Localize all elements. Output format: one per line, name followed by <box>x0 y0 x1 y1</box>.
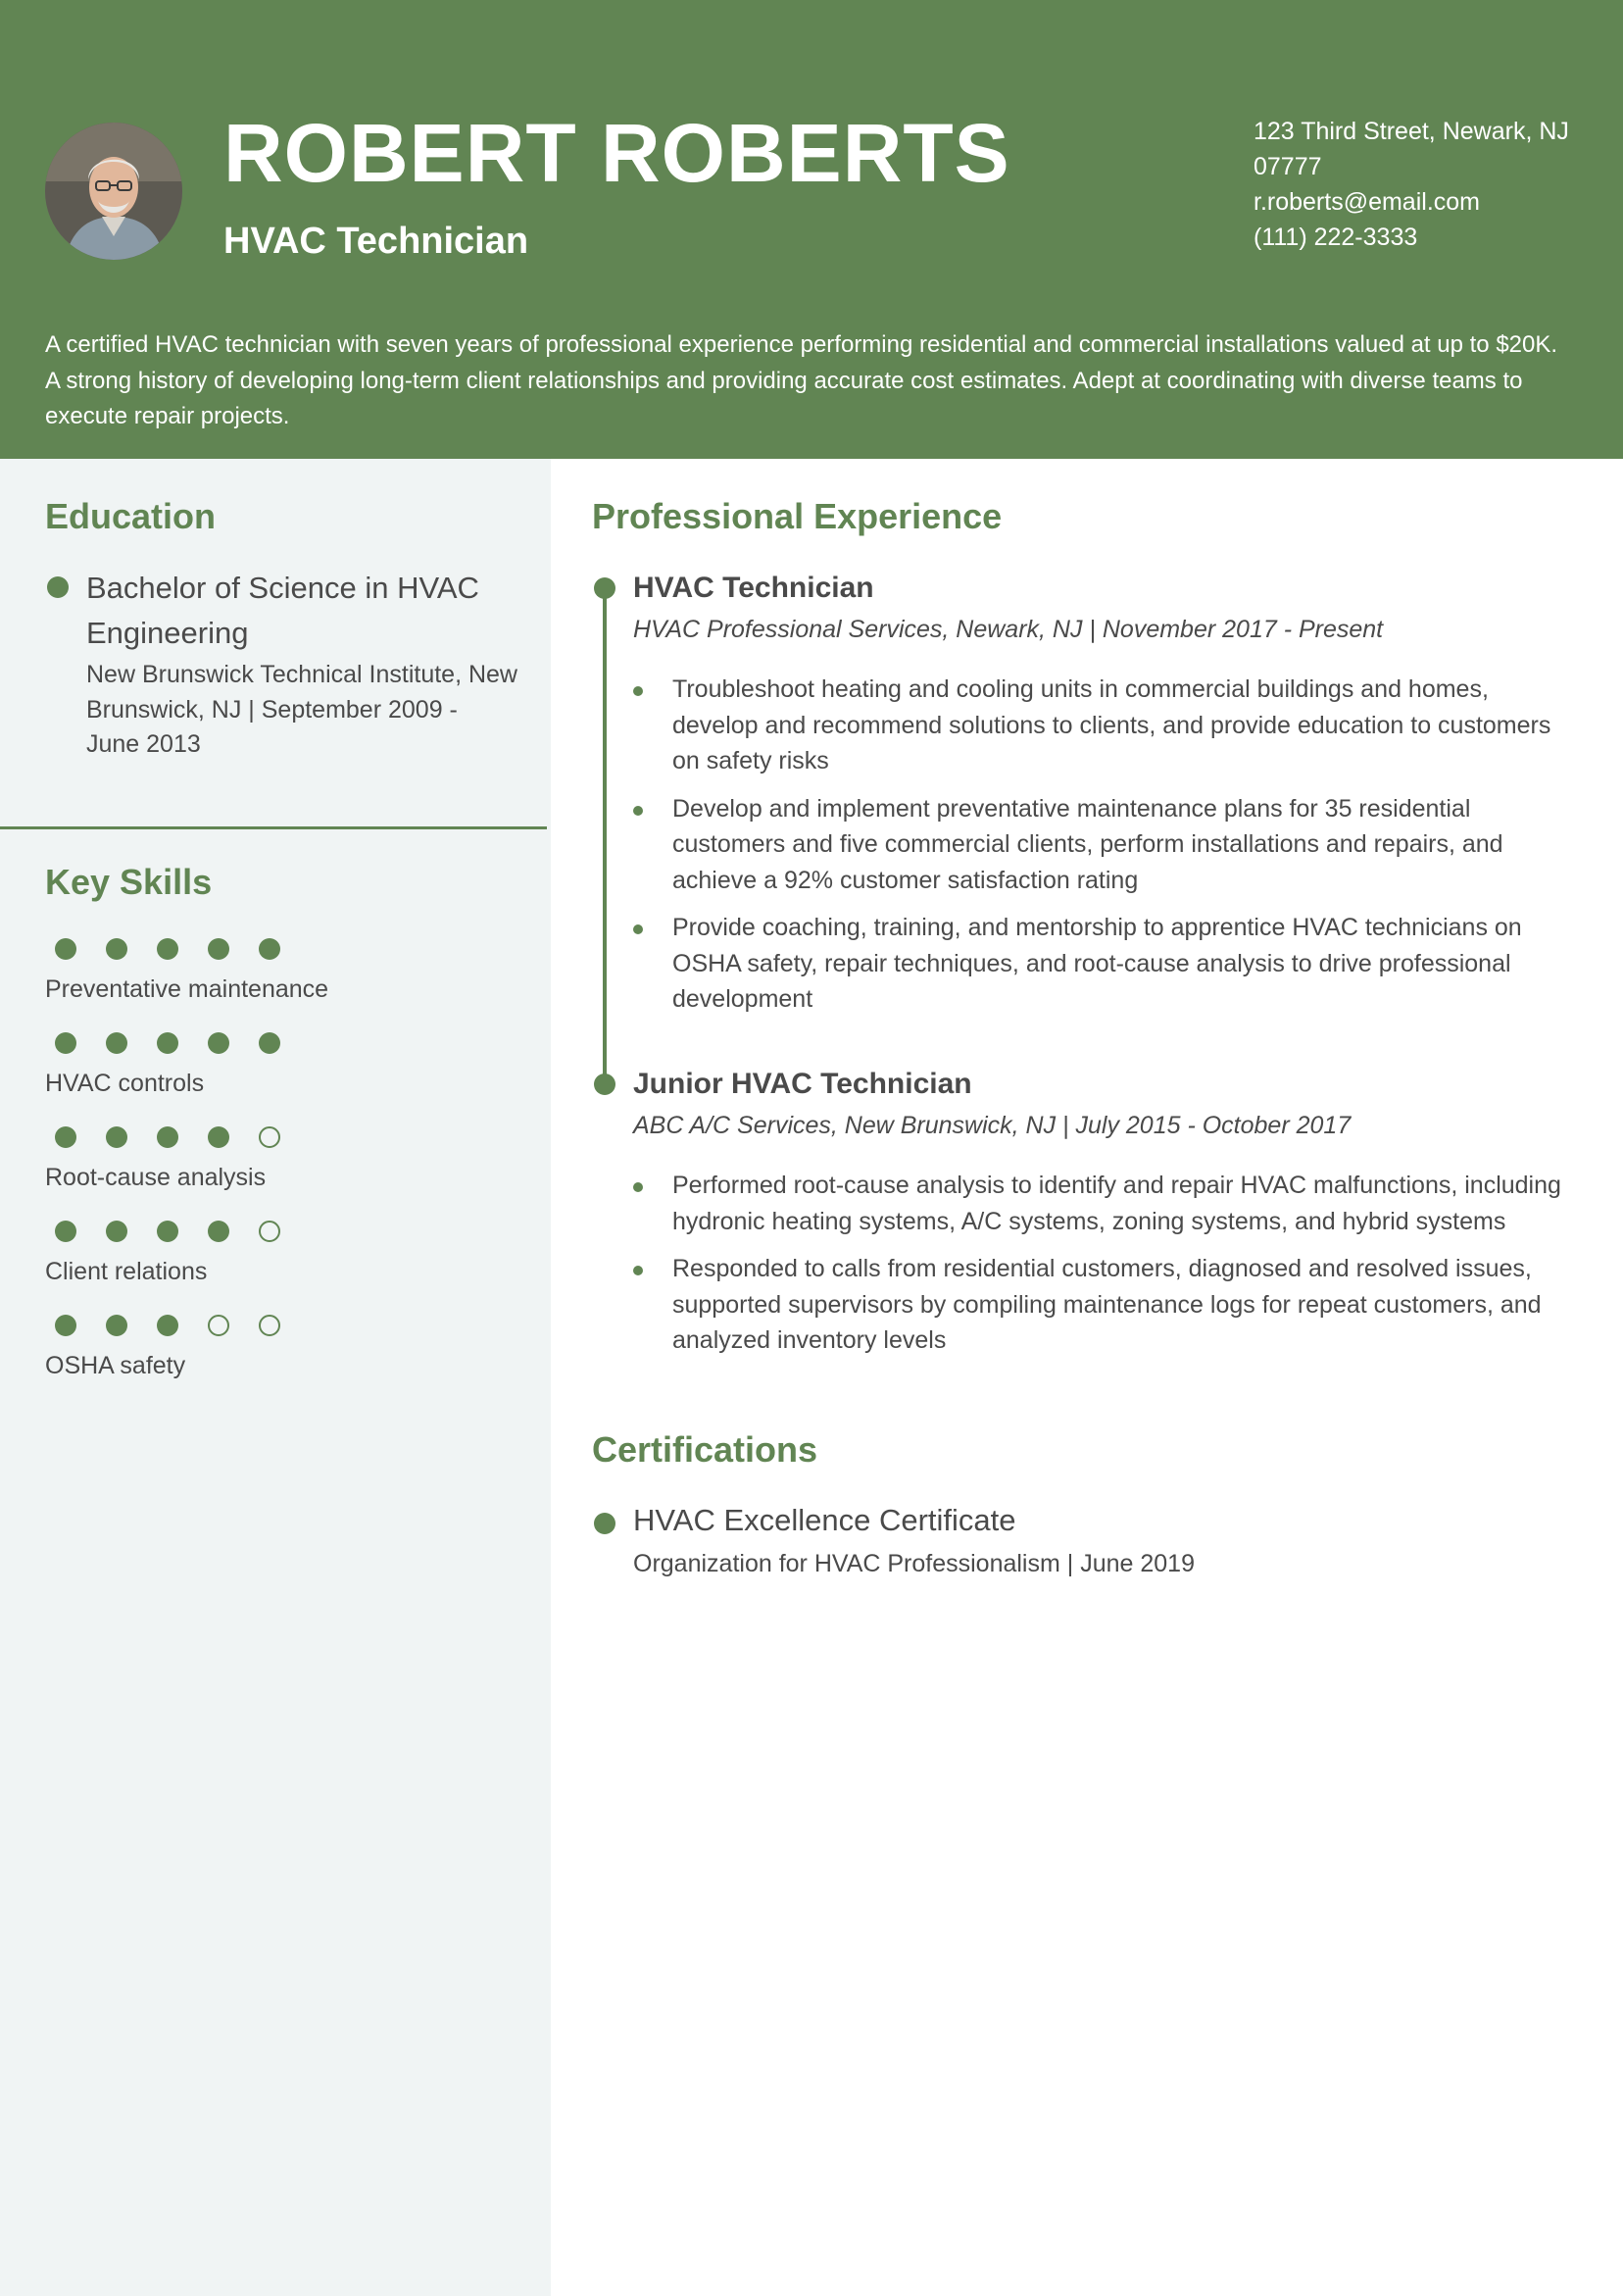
timeline-dot-icon <box>594 577 615 599</box>
filled-rating-dot-icon <box>208 1221 229 1242</box>
skills-heading: Key Skills <box>45 862 213 902</box>
filled-rating-dot-icon <box>55 1126 76 1148</box>
job-bullet: Performed root-cause analysis to identify and repair HVAC malfunctions, including hydronic heating systems, A/C systems, zoning systems, and hybrid systems <box>633 1168 1564 1239</box>
education-heading: Education <box>45 496 217 536</box>
job-role: HVAC Technician <box>633 572 874 604</box>
filled-rating-dot-icon <box>106 1032 127 1054</box>
skill-rating <box>45 1315 516 1336</box>
filled-rating-dot-icon <box>55 1221 76 1242</box>
filled-rating-dot-icon <box>55 938 76 960</box>
empty-rating-dot-icon <box>208 1315 229 1336</box>
filled-rating-dot-icon <box>157 938 178 960</box>
skill-rating <box>45 1032 516 1054</box>
job-role: Junior HVAC Technician <box>633 1068 972 1100</box>
timeline-dot-icon <box>594 1073 615 1095</box>
filled-rating-dot-icon <box>55 1032 76 1054</box>
job-meta: ABC A/C Services, New Brunswick, NJ | July 2015 - October 2017 <box>633 1112 1352 1139</box>
skill-name: Root-cause analysis <box>45 1164 267 1191</box>
skill-item <box>45 1126 516 1192</box>
contact-phone[interactable]: (111) 222-3333 <box>1254 224 1418 251</box>
filled-rating-dot-icon <box>106 1221 127 1242</box>
job-bullet: Develop and implement preventative maintenance plans for 35 residential customers and five commercial clients, perform installations and repairs, and achieve a 92% customer satisfaction rating <box>633 791 1564 899</box>
job-meta: HVAC Professional Services, Newark, NJ | November 2017 - Present <box>633 616 1384 643</box>
candidate-name: ROBERT ROBERTS <box>223 107 1010 199</box>
filled-rating-dot-icon <box>208 938 229 960</box>
filled-rating-dot-icon <box>208 1126 229 1148</box>
certifications-heading: Certifications <box>592 1429 818 1470</box>
filled-rating-dot-icon <box>157 1126 178 1148</box>
skill-item <box>45 1315 516 1380</box>
candidate-title: HVAC Technician <box>223 221 529 262</box>
experience-heading: Professional Experience <box>592 496 1003 536</box>
filled-rating-dot-icon <box>106 1126 127 1148</box>
job-bullet: Provide coaching, training, and mentorship to apprentice HVAC technicians on OSHA safety, repair techniques, and root-cause analysis to drive professional development <box>633 910 1564 1018</box>
sidebar-divider <box>0 826 547 829</box>
job-bullets <box>633 1168 1564 1359</box>
filled-rating-dot-icon <box>157 1315 178 1336</box>
certification-dot-icon <box>594 1513 615 1534</box>
education-bullet-icon <box>47 576 69 598</box>
empty-rating-dot-icon <box>259 1126 280 1148</box>
contact-email[interactable]: r.roberts@email.com <box>1254 188 1480 216</box>
filled-rating-dot-icon <box>259 938 280 960</box>
filled-rating-dot-icon <box>157 1221 178 1242</box>
filled-rating-dot-icon <box>55 1315 76 1336</box>
timeline-line <box>603 586 607 1084</box>
contact-address: 123 Third Street, Newark, NJ 07777 <box>1254 118 1569 180</box>
filled-rating-dot-icon <box>106 938 127 960</box>
resume-header <box>0 0 1623 459</box>
filled-rating-dot-icon <box>157 1032 178 1054</box>
empty-rating-dot-icon <box>259 1221 280 1242</box>
education-degree: Bachelor of Science in HVAC Engineering <box>86 571 479 650</box>
skill-name: HVAC controls <box>45 1070 205 1097</box>
skill-rating <box>45 1221 516 1242</box>
filled-rating-dot-icon <box>106 1315 127 1336</box>
contact-block <box>1254 114 1587 255</box>
skill-rating <box>45 1126 516 1148</box>
filled-rating-dot-icon <box>208 1032 229 1054</box>
certification-title: HVAC Excellence Certificate <box>633 1503 1016 1537</box>
job-bullet: Responded to calls from residential customers, diagnosed and resolved issues, supported supervisors by compiling maintenance logs for repeat customers, and analyzed inventory levels <box>633 1251 1564 1359</box>
education-detail: New Brunswick Technical Institute, New Brunswick, NJ | September 2009 - June 2013 <box>86 661 517 758</box>
job-bullet: Troubleshoot heating and cooling units in commercial buildings and homes, develop and recommend solutions to clients, and provide education to customers on safety risks <box>633 672 1564 779</box>
skill-item <box>45 1221 516 1286</box>
professional-summary: A certified HVAC technician with seven years of professional experience performing residential and commercial installations valued at up to $20K. A strong history of developing long-term client relationships and providing accurate cost estimates. Adept at coordinating with diverse teams to execute repair projects. <box>45 331 1558 429</box>
certification-detail: Organization for HVAC Professionalism | June 2019 <box>633 1550 1195 1577</box>
filled-rating-dot-icon <box>259 1032 280 1054</box>
skill-name: OSHA safety <box>45 1352 186 1379</box>
job-bullets <box>633 672 1564 1018</box>
skill-name: Client relations <box>45 1258 208 1285</box>
profile-photo <box>45 123 182 260</box>
skill-name: Preventative maintenance <box>45 975 329 1003</box>
skill-item <box>45 1032 516 1098</box>
skill-rating <box>45 938 516 960</box>
skill-item <box>45 938 516 1004</box>
empty-rating-dot-icon <box>259 1315 280 1336</box>
